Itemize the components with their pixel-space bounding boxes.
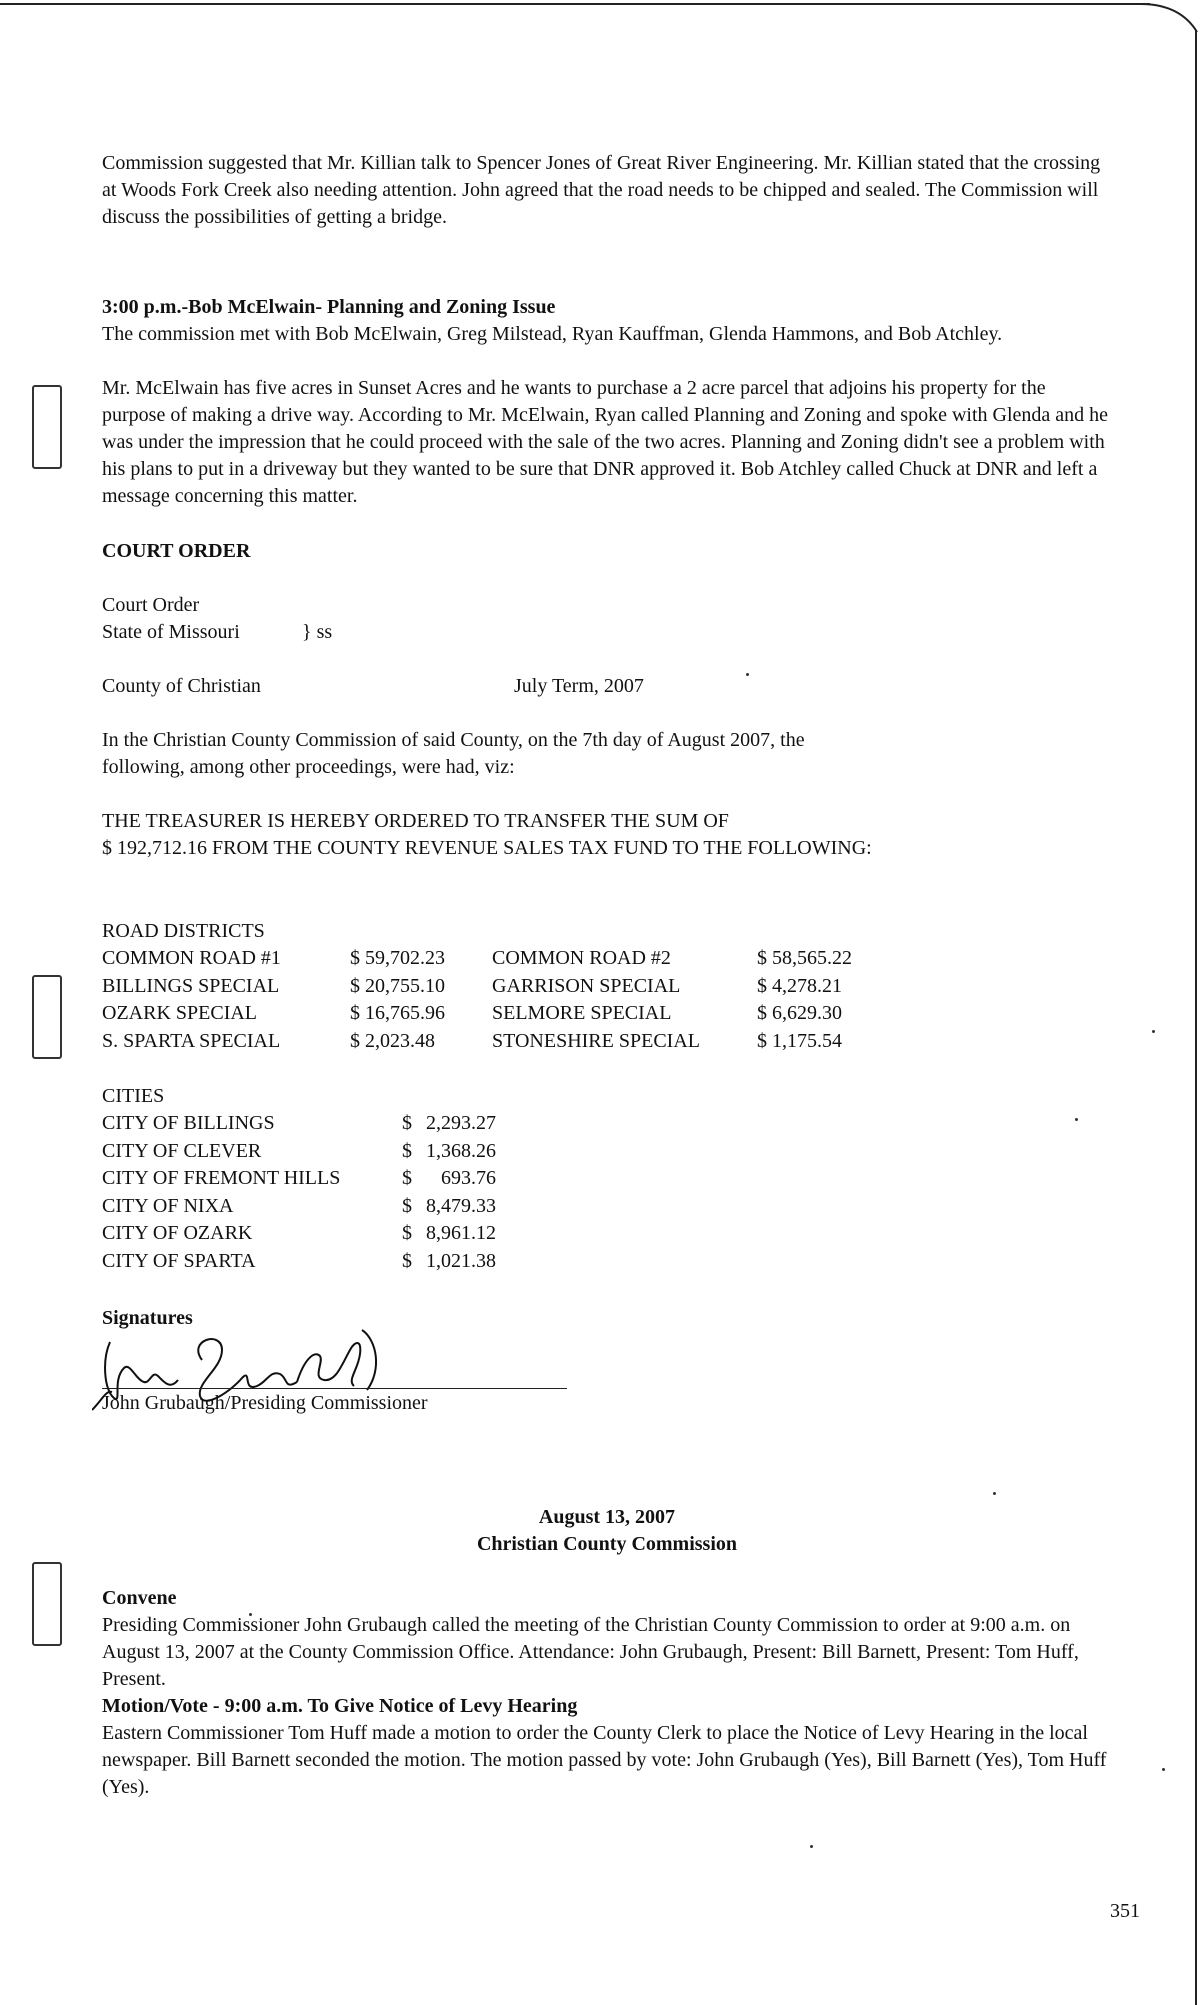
punch-hole-mark	[32, 385, 62, 469]
road-district-name: GARRISON SPECIAL	[492, 974, 681, 997]
state-name: State of Missouri	[102, 621, 240, 643]
road-district-row	[102, 1028, 852, 1056]
dollar-sign: $	[402, 1112, 412, 1134]
document-body	[102, 150, 1112, 1801]
signature-block	[102, 1332, 582, 1418]
page-number: 351	[1110, 1900, 1140, 1922]
road-district-amount: $ 2,023.48	[350, 1029, 435, 1052]
signature-line	[102, 1388, 567, 1389]
mcelwain-body: Mr. McElwain has five acres in Sunset Acres and he wants to purchase a 2 acre parcel that adjoins his property for the purpose of making a drive way. According to Mr. McElwain, Ryan called Planning and Zoning and spoke with Glenda and he was under the impression that he could proceed with the sale of the two acres. Planning and Zoning didn't see a problem with his plans to put in a driveway but they wanted to be sure that DNR approved it. Bob Atchley called Chuck at DNR and left a message concerning this matter.	[102, 377, 1109, 507]
term-label: July Term, 2007	[514, 675, 644, 697]
punch-hole-mark	[32, 975, 62, 1059]
road-district-name: COMMON ROAD #1	[102, 947, 281, 969]
cities-table	[102, 1110, 496, 1275]
city-row	[102, 1110, 496, 1138]
signatures-heading: Signatures	[102, 1307, 193, 1329]
convene-heading: Convene	[102, 1587, 177, 1609]
dollar-sign: $	[402, 1222, 412, 1244]
city-row	[102, 1193, 496, 1221]
city-name: CITY OF CLEVER	[102, 1139, 262, 1162]
road-district-amount: $ 16,765.96	[350, 1002, 445, 1024]
road-districts-heading: ROAD DISTRICTS	[102, 920, 265, 942]
motion-heading: Motion/Vote - 9:00 a.m. To Give Notice of Levy Hearing	[102, 1695, 578, 1717]
cities-heading: CITIES	[102, 1085, 165, 1107]
scan-speck	[810, 1845, 813, 1848]
motion-text: Eastern Commissioner Tom Huff made a motion to order the County Clerk to place the Notice of Levy Hearing in the local newspaper. Bill Barnett seconded the motion. The motion passed by vote: John Grubaugh (Yes), Bill Barnett (Yes), Tom Huff (Yes).	[102, 1722, 1107, 1798]
court-order-intro: In the Christian County Commission of said County, on the 7th day of August 2007, the following, among other proceedings, were had, viz:	[102, 729, 805, 778]
city-amount: 8,961.12	[426, 1222, 496, 1244]
road-district-amount: $ 58,565.22	[757, 947, 852, 969]
road-district-amount: $ 59,702.23	[350, 947, 445, 969]
order-line-2: $ 192,712.16 FROM THE COUNTY REVENUE SALES TAX FUND TO THE FOLLOWING:	[102, 837, 872, 859]
page-border-top	[0, 3, 1150, 5]
city-amount: 1,021.38	[426, 1249, 496, 1272]
city-amount: 2,293.27	[426, 1112, 496, 1134]
road-district-amount: $ 4,278.21	[757, 974, 842, 997]
convene-text: Presiding Commissioner John Grubaugh called the meeting of the Christian County Commission to order at 9:00 a.m. on August 13, 2007 at the County Commission Office. Attendance: John Grubaugh, Present: Bill Barnett, Present: Tom Huff, Present.	[102, 1614, 1079, 1690]
city-name: CITY OF BILLINGS	[102, 1112, 275, 1134]
city-row	[102, 1138, 496, 1166]
county-line	[102, 673, 1112, 700]
road-districts-table	[102, 945, 852, 1055]
city-name: CITY OF SPARTA	[102, 1249, 256, 1272]
page-corner-curl	[1140, 0, 1200, 40]
intro-paragraph: Commission suggested that Mr. Killian talk to Spencer Jones of Great River Engineering. Mr. Killian stated that the crossing at Woods Fork Creek also needing attention. John agreed that the road needs to be chipped and sealed. The Commission will discuss the possibilities of getting a bridge.	[102, 152, 1101, 228]
signer-name: John Grubaugh/Presiding Commissioner	[102, 1392, 428, 1414]
road-district-amount: $ 1,175.54	[757, 1029, 842, 1052]
road-district-amount: $ 20,755.10	[350, 974, 445, 997]
road-district-name: COMMON ROAD #2	[492, 947, 671, 969]
road-district-row	[102, 1000, 852, 1028]
road-district-name: BILLINGS SPECIAL	[102, 974, 280, 997]
road-district-amount: $ 6,629.30	[757, 1002, 842, 1024]
dollar-sign: $	[402, 1167, 412, 1189]
city-name: CITY OF OZARK	[102, 1222, 253, 1244]
order-line-1: THE TREASURER IS HEREBY ORDERED TO TRANSFER THE SUM OF	[102, 810, 729, 832]
city-amount: 693.76	[441, 1167, 496, 1189]
punch-hole-mark	[32, 1562, 62, 1646]
city-row	[102, 1165, 496, 1193]
dollar-sign: $	[402, 1194, 412, 1217]
mcelwain-attendees: The commission met with Bob McElwain, Greg Milstead, Ryan Kauffman, Glenda Hammons, and Bob Atchley.	[102, 323, 1003, 345]
ss-mark: } ss	[302, 621, 333, 643]
scan-speck	[1152, 1030, 1155, 1033]
county-name: County of Christian	[102, 675, 261, 697]
scan-speck	[1162, 1768, 1165, 1771]
city-name: CITY OF NIXA	[102, 1194, 234, 1217]
meeting-body-name: Christian County Commission	[476, 1533, 738, 1555]
city-row	[102, 1220, 496, 1248]
mcelwain-heading: 3:00 p.m.-Bob McElwain- Planning and Zoning Issue	[102, 296, 556, 318]
dollar-sign: $	[402, 1139, 412, 1162]
road-district-name: OZARK SPECIAL	[102, 1002, 258, 1024]
page-border-right	[1195, 30, 1197, 2005]
city-name: CITY OF FREMONT HILLS	[102, 1167, 341, 1189]
road-district-row	[102, 945, 852, 973]
city-amount: 1,368.26	[426, 1139, 496, 1162]
city-amount: 8,479.33	[426, 1194, 496, 1217]
city-row	[102, 1248, 496, 1276]
road-district-name: SELMORE SPECIAL	[492, 1002, 672, 1024]
state-line	[102, 619, 1112, 646]
court-order-label: Court Order	[102, 594, 200, 616]
court-order-heading: COURT ORDER	[102, 540, 251, 562]
road-district-name: STONESHIRE SPECIAL	[492, 1029, 700, 1052]
road-district-name: S. SPARTA SPECIAL	[102, 1029, 281, 1052]
road-district-row	[102, 973, 852, 1001]
dollar-sign: $	[402, 1249, 412, 1272]
meeting-date: August 13, 2007	[538, 1506, 676, 1528]
